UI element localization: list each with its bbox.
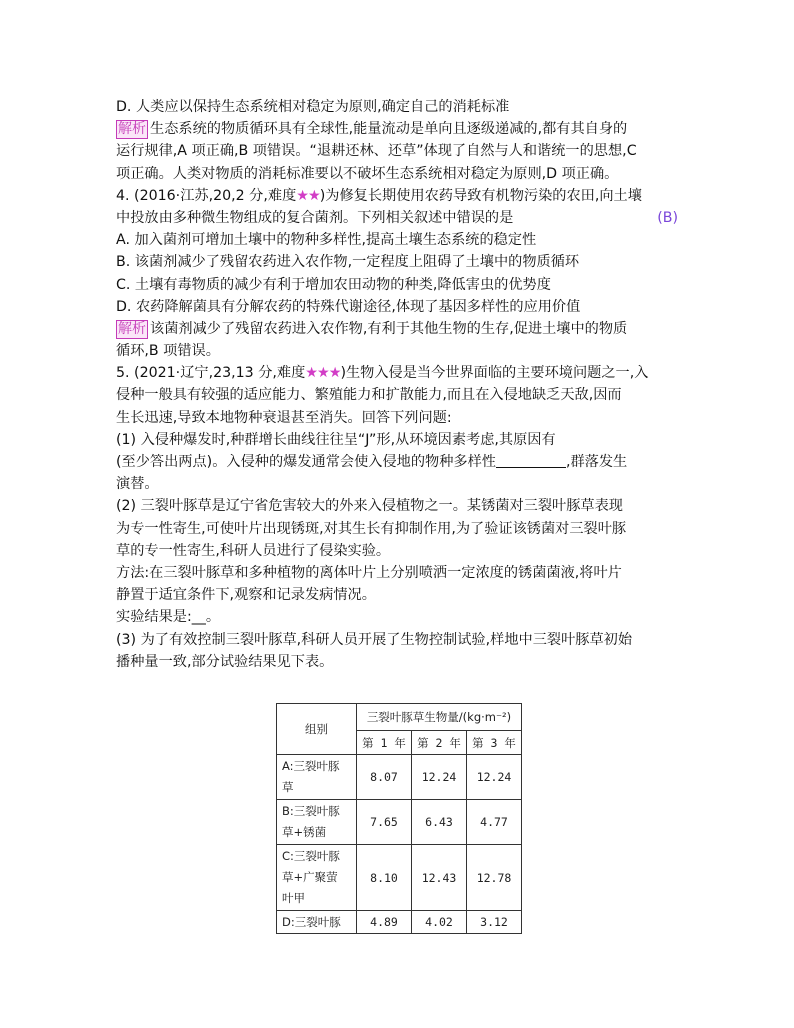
row-label-line: 叶甲 [282, 891, 305, 905]
difficulty-stars: ★★ [296, 187, 320, 204]
q4-analysis-text-2: 循环,B 项错误。 [116, 343, 220, 360]
table-cell: 8.07 [357, 755, 412, 800]
document-page [116, 96, 678, 673]
year-2-header: 第 2 年 [412, 731, 467, 755]
analysis-tag: 解析 [118, 121, 146, 138]
q5-part-2-line-1: (2) 三裂叶豚草是辽宁省危害较大的外来入侵植物之一。某锈菌对三裂叶豚草表现 [116, 498, 623, 515]
year-3-header: 第 3 年 [467, 731, 522, 755]
question-4-answer: (B) [657, 209, 678, 226]
question-5-text-2: 侵种一般具有较强的适应能力、繁殖能力和扩散能力,而且在入侵地缺乏天敌,因而 [116, 387, 622, 404]
table-row [277, 911, 522, 934]
biomass-header: 三裂叶豚草生物量/(kg·m⁻²) [357, 704, 522, 731]
q4-option-c: C. 土壤有毒物质的减少有利于增加农田动物的种类,降低害虫的优势度 [116, 276, 551, 293]
q5-part-1-line-1: (1) 入侵种爆发时,种群增长曲线往往呈“J”形,从环境因素考虑,其原因有 [116, 431, 556, 448]
q4-analysis-line [116, 318, 678, 340]
table-cell: 12.78 [467, 845, 522, 911]
table-cell: 4.77 [467, 800, 522, 845]
row-label-line: 草 [282, 780, 294, 794]
question-4-stem [116, 185, 678, 207]
question-4-source: 4. (2016·江苏,20,2 分,难度 [116, 187, 297, 204]
option-d-line: D. 人类应以保持生态系统相对稳定为原则,确定自己的消耗标准 [116, 99, 510, 115]
table-cell: 12.24 [467, 755, 522, 800]
table-cell: 8.10 [357, 845, 412, 911]
difficulty-stars: ★★★ [305, 365, 341, 382]
answer-blank[interactable] [496, 453, 566, 468]
table-row [277, 755, 522, 800]
question-5-source: 5. (2021·辽宁,23,13 分,难度 [116, 365, 306, 382]
row-label-line: C:三裂叶豚 [282, 849, 340, 863]
biomass-table [276, 703, 522, 934]
question-5-stem [116, 362, 678, 384]
q5-part-3-line-1: (3) 为了有效控制三裂叶豚草,科研人员开展了生物控制试验,样地中三裂叶豚草初始 [116, 631, 633, 648]
q4-analysis-text-1: 该菌剂减少了残留农药进入农作物,有利于其他生物的生存,促进土壤中的物质 [150, 320, 628, 337]
q5-part-1-text: (至少答出两点)。入侵种的爆发通常会使入侵地的物种多样性 [116, 454, 496, 470]
question-4-line-2 [116, 207, 678, 229]
table-cell: 6.43 [412, 800, 467, 845]
q5-part-1-line-2 [116, 451, 678, 473]
q5-part-2-line-2: 为专一性寄生,可使叶片出现锈斑,对其生长有抑制作用,为了验证该锈菌对三裂叶豚 [116, 520, 627, 537]
q4-option-a: A. 加入菌剂可增加土壤中的物种多样性,提高土壤生态系统的稳定性 [116, 232, 537, 249]
row-label-line: 草+广聚萤 [282, 870, 338, 884]
row-label-line: B:三裂叶豚 [282, 804, 340, 818]
group-header: 组别 [277, 704, 357, 755]
year-1-header: 第 1 年 [357, 731, 412, 755]
q5-part-1-tail: ,群落发生 [565, 454, 628, 470]
table-cell: 12.24 [412, 755, 467, 800]
row-label [277, 911, 357, 934]
row-label [277, 845, 357, 911]
row-label [277, 800, 357, 845]
q5-part-1-line-3: 演替。 [116, 476, 159, 493]
table-row [277, 845, 522, 911]
table-cell: 3.12 [467, 911, 522, 934]
analysis-tag: 解析 [118, 320, 146, 337]
table-cell: 12.43 [412, 845, 467, 911]
row-label-line: D:三裂叶豚 [282, 914, 341, 929]
table-cell: 4.89 [357, 911, 412, 934]
q5-method-line-1: 方法:在三裂叶豚草和多种植物的离体叶片上分别喷洒一定浓度的锈菌菌液,将叶片 [116, 564, 622, 581]
question-5-text-1: )生物入侵是当今世界面临的主要环境问题之一,入 [340, 365, 649, 382]
analysis-line [116, 118, 678, 140]
table-row [277, 800, 522, 845]
analysis-text-2: 运行规律,A 项正确,B 项错误。“退耕还林、还草”体现了自然与人和谐统一的思想,C [116, 143, 637, 160]
row-label-line: A:三裂叶豚 [282, 759, 340, 773]
table-cell: 4.02 [412, 911, 467, 934]
q5-result-line: 实验结果是:__。 [116, 609, 221, 626]
question-4-text-2: 中投放由多种微生物组成的复合菌剂。下列相关叙述中错误的是 [116, 209, 514, 226]
row-label-line: 草+锈菌 [282, 825, 327, 839]
q4-option-d: D. 农药降解菌具有分解农药的特殊代谢途径,体现了基因多样性的应用价值 [116, 298, 581, 315]
row-label [277, 755, 357, 800]
analysis-text-1: 生态系统的物质循环具有全球性,能量流动是单向且逐级递减的,都有其自身的 [150, 121, 628, 138]
question-4-text-1: )为修复长期使用农药导致有机物污染的农田,向土壤 [319, 187, 642, 204]
q5-method-line-2: 静置于适宜条件下,观察和记录发病情况。 [116, 587, 376, 604]
analysis-text-3: 项正确。人类对物质的消耗标准要以不破坏生态系统相对稳定为原则,D 项正确。 [116, 165, 619, 182]
table-cell: 7.65 [357, 800, 412, 845]
q4-option-b: B. 该菌剂减少了残留农药进入农作物,一定程度上阻碍了土壤中的物质循环 [116, 254, 580, 271]
q5-part-3-line-2: 播种量一致,部分试验结果见下表。 [116, 653, 334, 670]
question-5-text-3: 生长迅速,导致本地物种衰退甚至消失。回答下列问题: [116, 409, 452, 426]
q5-part-2-line-3: 草的专一性寄生,科研人员进行了侵染实验。 [116, 542, 391, 559]
table-header-row [277, 704, 522, 731]
